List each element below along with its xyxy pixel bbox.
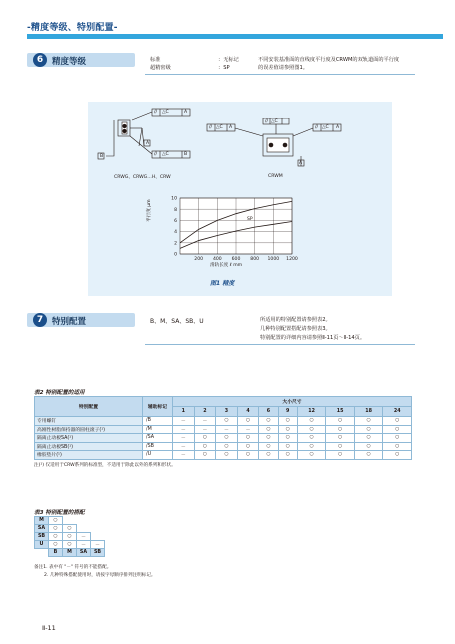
table2-cell: ○ [259, 451, 278, 460]
table3-cell: ○ [49, 525, 63, 533]
table2-cell: ○ [326, 451, 355, 460]
tol-value-left-top: △C [162, 110, 169, 115]
page-number: Ⅱ-11 [42, 624, 56, 632]
special-config-codes: B、M、SA、SB、U [150, 318, 204, 325]
table2-row [35, 417, 412, 426]
table2-size-header: 24 [383, 407, 412, 417]
table2-cell: ○ [278, 434, 297, 443]
table2-cell: ○ [237, 442, 259, 451]
table2-config-mark: /SA [143, 434, 173, 443]
table2-size-header: 15 [326, 407, 355, 417]
right-drawing-caption: CRWM [268, 174, 283, 179]
table2-cell: － [173, 451, 195, 460]
table2-cell: ○ [326, 434, 355, 443]
tol-symbol-right-top: // [265, 119, 269, 124]
chart-ytick-label: 6 [174, 219, 177, 224]
table2-col-size: 大小尺寸 [173, 397, 412, 407]
table2-config-name: 隔离止动板SA(¹) [35, 434, 143, 443]
section6-badge: 6 [33, 53, 47, 67]
tol-value-right-right: △C [322, 125, 329, 130]
table2-col-mark: 辅助标记 [143, 397, 173, 417]
table3-corner [35, 549, 49, 557]
table2-cell: ○ [326, 425, 355, 434]
table2-size-header: 4 [237, 407, 259, 417]
chart-xtick-label: 1000 [267, 257, 280, 262]
table3-row [35, 525, 105, 533]
table3-empty-cell [77, 517, 91, 525]
table2-cell: ○ [354, 434, 383, 443]
table3-empty-cell [91, 525, 105, 533]
chart-xtick-label: 400 [212, 257, 222, 262]
table2-size-header: 2 [194, 407, 216, 417]
tol-symbol-left-bottom: // [154, 152, 158, 157]
special-config-desc-3: 特别配置的详细内容请参照Ⅱ-11页～Ⅱ-14页。 [260, 335, 366, 341]
section6-rule [145, 74, 415, 75]
table2-cell: ○ [216, 442, 238, 451]
chart-ytick-label: 0 [174, 252, 177, 258]
table2-cell: ○ [354, 442, 383, 451]
table2-cell: － [173, 425, 195, 434]
table2-cell: ○ [383, 417, 412, 426]
table3-cell: － [77, 533, 91, 541]
table3-row [35, 517, 105, 525]
chart-xtick-label: 200 [194, 257, 204, 262]
datum-b-left: B [100, 154, 104, 159]
table2-cell: － [237, 425, 259, 434]
table2-cell: ○ [297, 442, 326, 451]
table3-col-header: SB [91, 549, 105, 557]
table2-cell: ○ [259, 442, 278, 451]
table3-cell: ○ [63, 541, 77, 549]
table2-row [35, 442, 412, 451]
table2-size-header: 18 [354, 407, 383, 417]
chart-xtick-label: 600 [231, 257, 241, 262]
chart-ytick-label: 10 [171, 196, 177, 202]
accuracy-label-standard: 标准 [150, 57, 161, 63]
datum-a-right-right: A [336, 125, 340, 130]
table2-cell: － [216, 425, 238, 434]
table2-cell: － [194, 425, 216, 434]
table3-col-header: B [49, 549, 63, 557]
table2-config-mark: /M [143, 425, 173, 434]
chart-ytick-label: 4 [174, 230, 177, 236]
accuracy-mark-super: ：SP [218, 65, 230, 71]
table2-cell: － [194, 417, 216, 426]
table3-cell: ○ [63, 533, 77, 541]
accuracy-description-2: 的误差值请参照图1。 [258, 65, 308, 71]
table2-cell: ○ [259, 417, 278, 426]
table2-size-header: 9 [278, 407, 297, 417]
table2-cell: ○ [259, 434, 278, 443]
table3-row [35, 533, 105, 541]
table2-cell: ○ [216, 417, 238, 426]
table2-cell: ○ [216, 434, 238, 443]
table2-cell: ○ [383, 442, 412, 451]
tol-symbol-right-left: // [209, 125, 213, 130]
table3-footer-row [35, 549, 105, 557]
chart-series-label-sp: SP [247, 217, 253, 222]
table2-row [35, 425, 412, 434]
table2-cell: ○ [297, 434, 326, 443]
tol-symbol-left-top: // [154, 110, 158, 115]
table2-cell: ○ [326, 442, 355, 451]
table2-cell: ○ [354, 425, 383, 434]
tol-value-right-top: △C [271, 119, 278, 124]
table2-cell: － [173, 442, 195, 451]
tol-symbol-right-right: // [315, 125, 319, 130]
table2-size-header: 3 [216, 407, 238, 417]
table2-row [35, 434, 412, 443]
table2-size-header: 1 [173, 407, 195, 417]
table2-cell: ○ [278, 425, 297, 434]
chart-ytick-label: 2 [174, 241, 177, 247]
datum-a-right-bottom: A [299, 161, 303, 166]
table3-cell: ○ [49, 533, 63, 541]
table3-title: 表3 特别配置的搭配 [34, 510, 85, 516]
table2-cell: ○ [278, 442, 297, 451]
table3-cell: ○ [49, 541, 63, 549]
table2-title: 表2 特别配置的适用 [34, 390, 85, 396]
table3-empty-cell [77, 525, 91, 533]
section7-title: 特别配置 [52, 317, 87, 327]
table2-cell: ○ [354, 451, 383, 460]
table3-cell: － [91, 541, 105, 549]
table3-row-header: SB [35, 533, 49, 541]
table2-config-name: 高刚性树脂保持器的圆柱滚子(¹) [35, 425, 143, 434]
table2-config-mark: /U [143, 451, 173, 460]
table3-col-header: M [63, 549, 77, 557]
table3-row-header: U [35, 541, 49, 549]
table3-cell: ○ [63, 525, 77, 533]
table2-note: 注(¹) 仅适用于CRW系列的标准型，不适用于除此以外的系列和形状。 [34, 463, 176, 468]
table2-cell: ○ [354, 417, 383, 426]
datum-a-left-top: A [184, 110, 188, 115]
accuracy-description-1: 不同安装基准面的直线度平行度及CRWM的双轨道面的平行度 [258, 57, 400, 63]
chart-xtick-label: 800 [250, 257, 260, 262]
table2-cell: ○ [297, 451, 326, 460]
table3-cell: － [77, 541, 91, 549]
datum-a-right-left: A [229, 125, 233, 130]
table3-empty-cell [91, 517, 105, 525]
table2-cell: ○ [237, 434, 259, 443]
table2-cell: ○ [383, 451, 412, 460]
table2-cell: － [173, 417, 195, 426]
table3 [34, 516, 105, 557]
chart-ytick-label: 8 [174, 207, 177, 213]
table2-config-mark: /SB [143, 442, 173, 451]
table2-size-header: 6 [259, 407, 278, 417]
table2-config-mark: /B [143, 417, 173, 426]
table3-row-header: SA [35, 525, 49, 533]
table2-row [35, 451, 412, 460]
figure1-caption: 图1 精度 [210, 280, 235, 287]
special-config-desc-1: 所适用的特别配置请参照表2。 [260, 317, 331, 323]
table2-cell: ○ [278, 451, 297, 460]
section6-title: 精度等级 [52, 57, 87, 67]
table2-cell: ○ [326, 417, 355, 426]
table3-row-header: M [35, 517, 49, 525]
table3-empty-cell [63, 517, 77, 525]
section7-rule [145, 344, 415, 345]
accuracy-mark-standard: ：无标记 [218, 57, 239, 63]
table2-config-name: 隔离止动板SB(¹) [35, 442, 143, 451]
table3-row [35, 541, 105, 549]
table2-config-name: 专用螺钉 [35, 417, 143, 426]
page-header-title: -精度等级、特别配置- [27, 23, 118, 33]
datum-b-left-bottom: B [184, 152, 188, 157]
table2-cell: ○ [297, 417, 326, 426]
left-drawing-caption: CRWG、CRWG…H、CRW [114, 175, 171, 180]
table3-note-2: 2. 几种特殊搭配使用时，请按字母顺序排列注明标记。 [44, 573, 156, 578]
table2-config-name: 橡胶垫片(¹) [35, 451, 143, 460]
table2-cell: － [173, 434, 195, 443]
accuracy-label-super: 超精密级 [150, 65, 171, 71]
table2-cell: ○ [194, 442, 216, 451]
section7-badge: 7 [33, 313, 47, 327]
table2-col-config: 特别配置 [35, 397, 143, 417]
tol-value-right-left: △C [216, 125, 223, 130]
table2-cell: ○ [383, 434, 412, 443]
header-rule [27, 34, 443, 39]
chart-xlabel: 滑轨长度 ℓ mm [210, 263, 243, 268]
table2-cell: ○ [194, 434, 216, 443]
special-config-desc-2: 几种特别配置搭配请参照表3。 [260, 326, 331, 332]
table2-cell: ○ [297, 425, 326, 434]
table2-cell: ○ [216, 451, 238, 460]
datum-a-left: A [146, 141, 150, 146]
chart-xtick-label: 1200 [286, 257, 298, 262]
table2-cell: ○ [237, 417, 259, 426]
table2 [34, 396, 412, 460]
chart-ylabel: 平行度 μm [147, 199, 152, 222]
table2-cell: ○ [259, 425, 278, 434]
table2-cell: ○ [278, 417, 297, 426]
table3-col-header: SA [77, 549, 91, 557]
table2-cell: ○ [237, 451, 259, 460]
table2-cell: ○ [383, 425, 412, 434]
table2-cell: ○ [194, 451, 216, 460]
table3-empty-cell [91, 533, 105, 541]
parallelism-chart [150, 192, 300, 268]
table3-note-1: 备注1. 表中有 "－" 符号的不能搭配。 [34, 565, 112, 570]
table2-size-header: 12 [297, 407, 326, 417]
table3-cell: ○ [49, 517, 63, 525]
tol-value-left-bottom: △C [162, 152, 169, 157]
